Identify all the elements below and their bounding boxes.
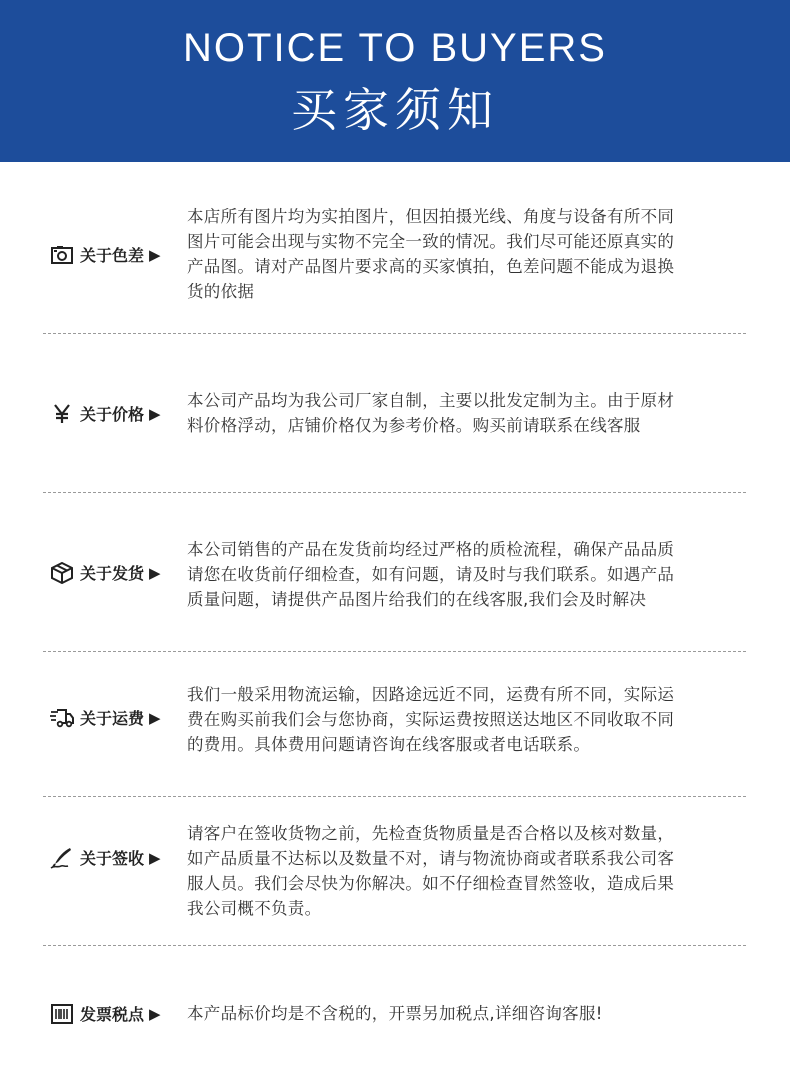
header-banner (0, 0, 790, 162)
invoice-icon (50, 1003, 74, 1025)
yen-icon (50, 403, 74, 425)
section-label-signing: 关于签收 ▶ (50, 846, 161, 869)
section-text-price: 本公司产品均为我公司厂家自制，主要以批发定制为主。由于原材 料价格浮动，店铺价格仅为参考价格。购买前请联系在线客服 (187, 391, 675, 435)
title-chinese: 买家须知 (291, 83, 499, 137)
section-text-freight: 我们一般采用物流运输，因路途远近不同，运费有所不同，实际运 费在购买前我们会与您协商，实际运费按照送达地区不同收取不同 的费用。具体费用问题请咨询在线客服或者电话联系。 (187, 685, 675, 754)
section-text-signing: 请客户在签收货物之前，先检查货物质量是否合格以及核对数量， 如产品质量不达标以及数量不对，请与物流协商或者联系我公司客 服人员。我们会尽快为你解决。如不仔细检查冒然签收，造成后果 我公司概不负责。 (187, 824, 675, 918)
divider (43, 796, 746, 797)
section-text-color: 本店所有图片均为实拍图片，但因拍摄光线、角度与设备有所不同 图片可能会出现与实物不完全一致的情况。我们尽可能还原真实的 产品图。请对产品图片要求高的买家慎拍，色差问题不能成为退换 货的依据 (187, 207, 675, 301)
divider (43, 651, 746, 652)
section-label-price: 关于价格 ▶ (50, 402, 161, 425)
section-label-color: 关于色差 ▶ (50, 243, 161, 266)
camera-icon (50, 244, 74, 266)
section-label-freight: 关于运费 ▶ (50, 706, 161, 729)
divider (43, 945, 746, 946)
section-text-shipping: 本公司销售的产品在发货前均经过严格的质检流程，确保产品品质 请您在收货前仔细检查，如有问题，请及时与我们联系。如遇产品 质量问题，请提供产品图片给我们的在线客服,我们会及时解决 (187, 540, 675, 609)
section-label-shipping: 关于发货 ▶ (50, 561, 161, 584)
pen-sign-icon (50, 847, 74, 869)
section-text-invoice: 本产品标价均是不含税的，开票另加税点,详细咨询客服! (187, 1004, 603, 1023)
title-english: NOTICE TO BUYERS (183, 26, 607, 70)
section-label-invoice: 发票税点 ▶ (50, 1002, 161, 1025)
delivery-truck-icon (50, 707, 74, 729)
package-icon (50, 562, 74, 584)
divider (43, 333, 746, 334)
divider (43, 492, 746, 493)
